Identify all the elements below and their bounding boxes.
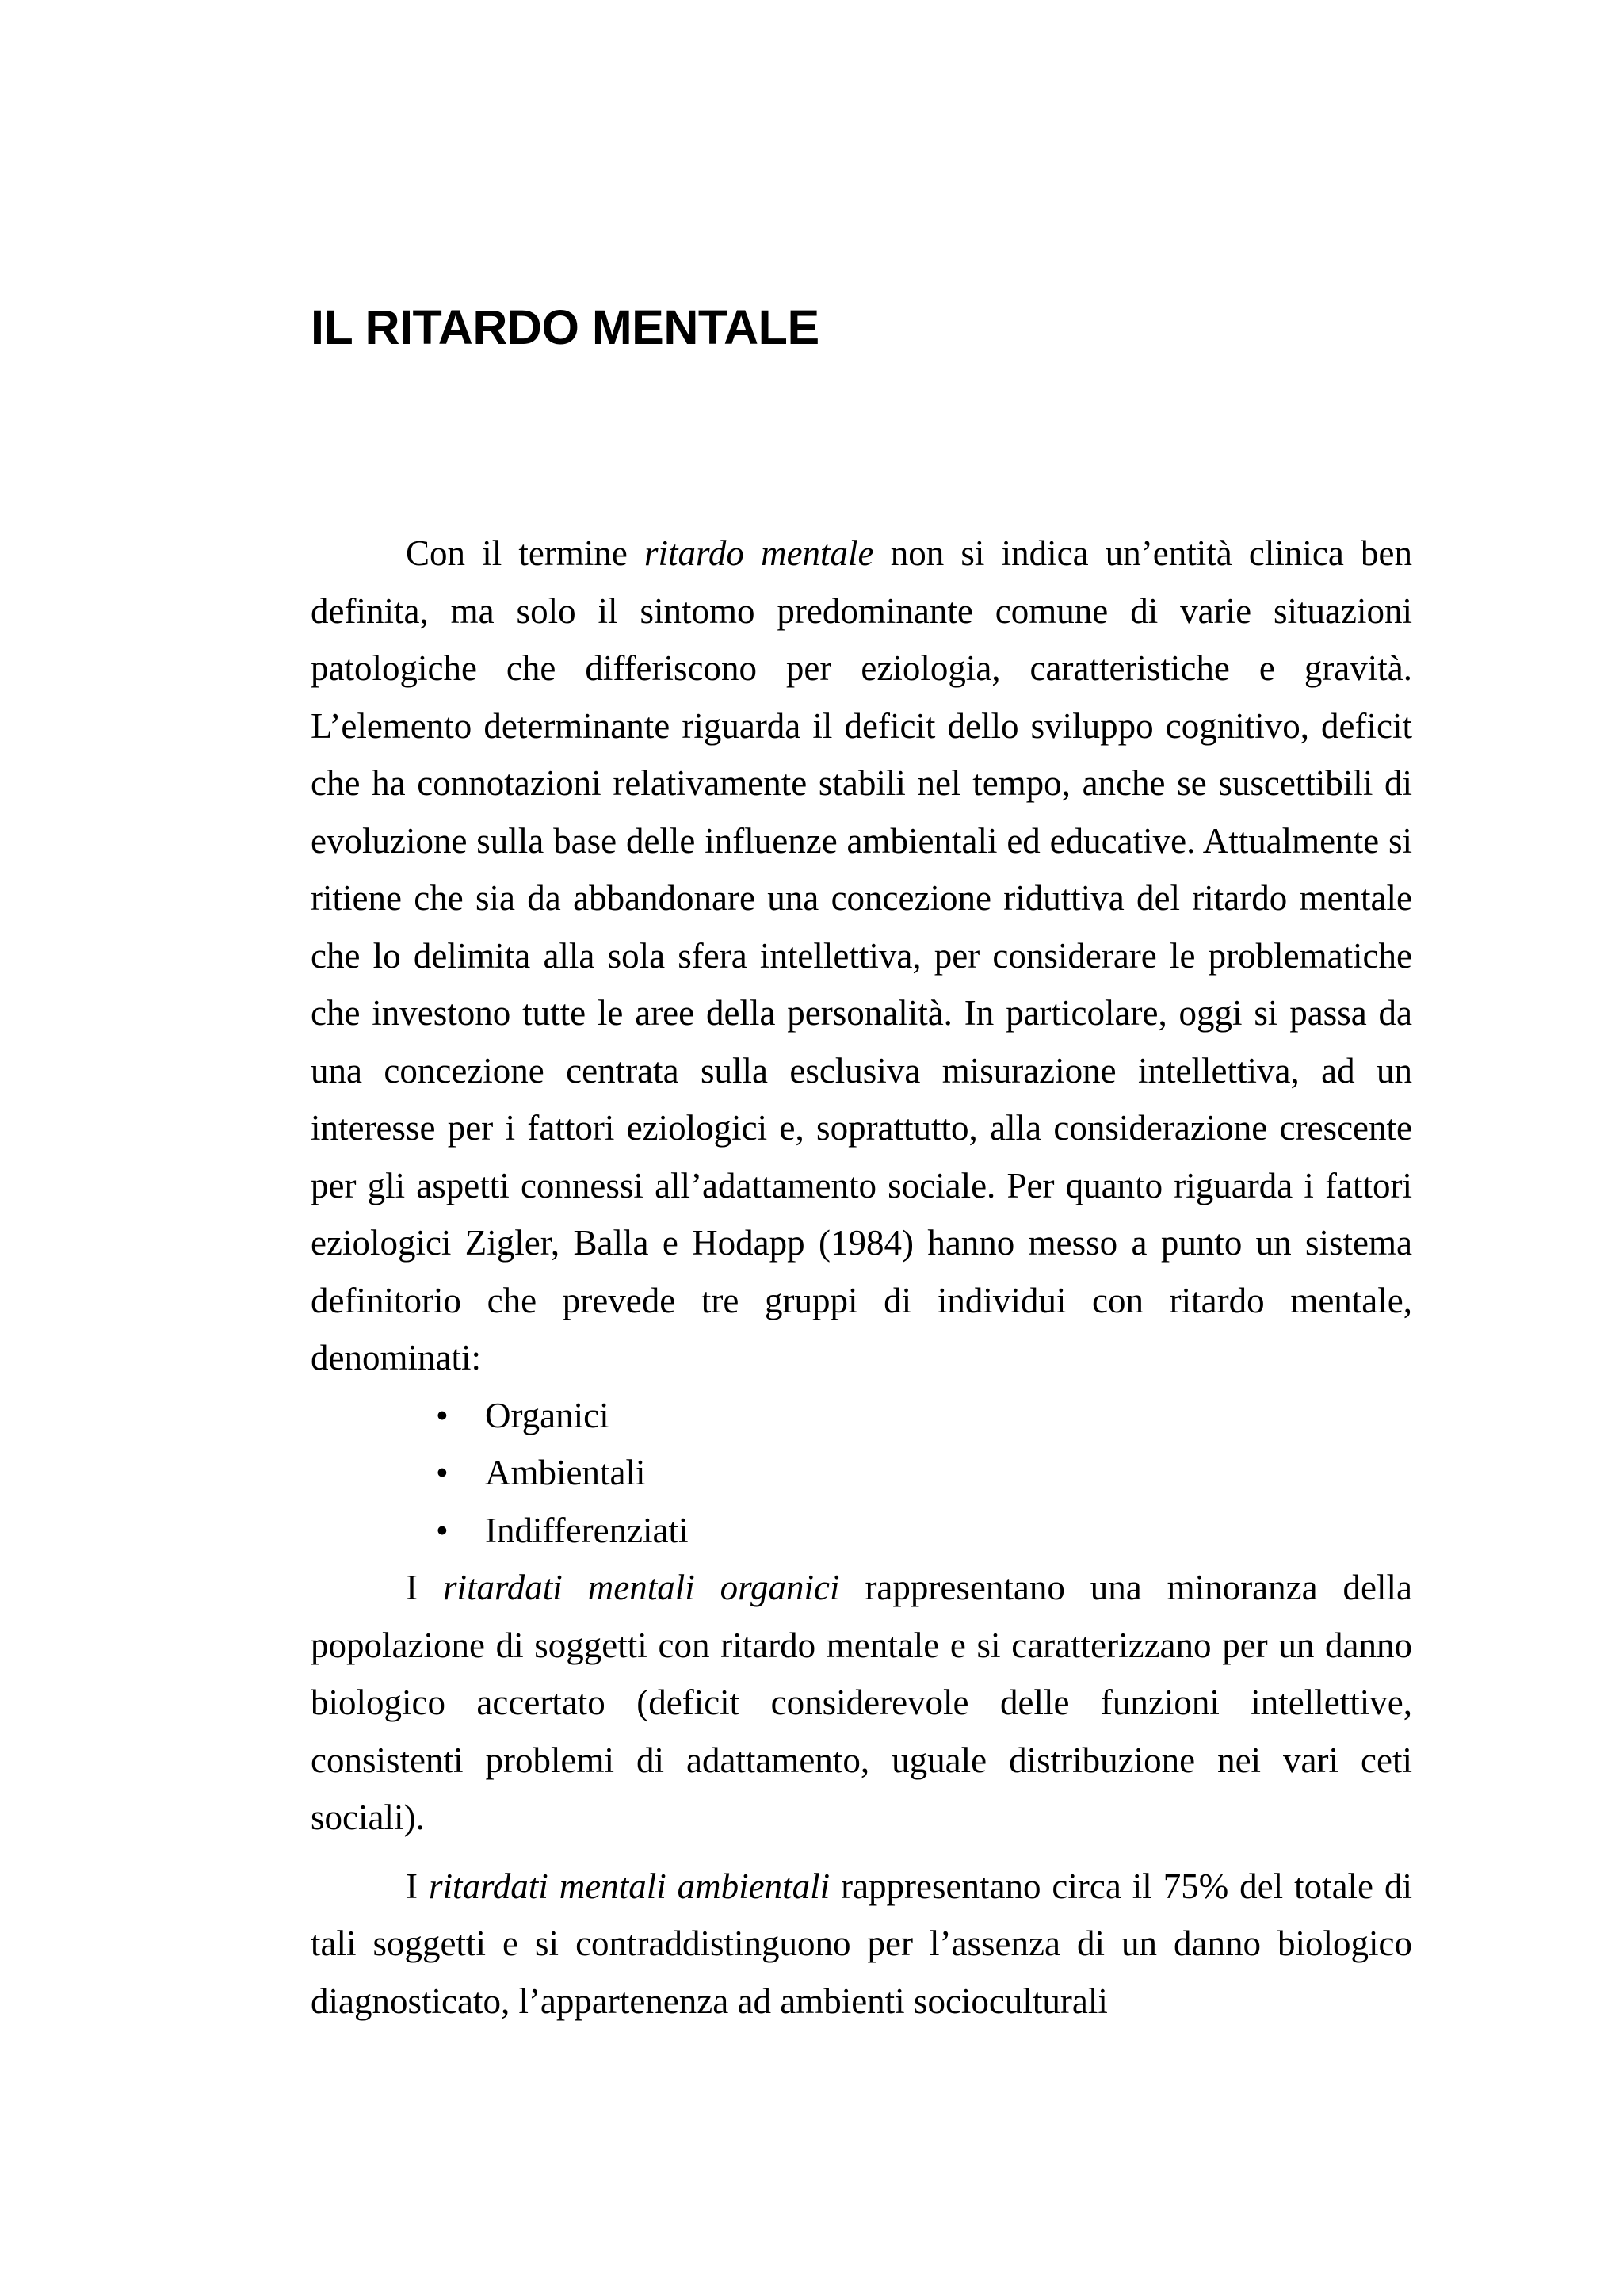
term-ritardati-organici: ritardati mentali organici bbox=[442, 1568, 840, 1607]
paragraph-organici-lead: I bbox=[406, 1568, 443, 1607]
paragraph-intro bbox=[311, 525, 1412, 1387]
paragraph-ambientali-text: rappresentano circa il 75% del totale di tali soggetti e si contraddistinguono per l’assenza di un danno biologico diagnosticato, l’appartenenza ad ambienti socioculturali bbox=[311, 1866, 1412, 2021]
page-title: IL RITARDO MENTALE bbox=[311, 300, 819, 354]
term-ritardo-mentale: ritardo mentale bbox=[644, 533, 874, 573]
list-item-organici: • Organici bbox=[436, 1387, 1412, 1445]
paragraph-organici-text: rappresentano una minoranza della popolazione di soggetti con ritardo mentale e si caratterizzano per un danno biologico accertato (deficit considerevole delle funzioni intellettive, consistenti problemi di adattamento, uguale distribuzione nei vari ceti sociali). bbox=[311, 1568, 1412, 1837]
paragraph-organici bbox=[311, 1559, 1412, 1847]
list-item-indifferenziati: • Indifferenziati bbox=[436, 1502, 1412, 1560]
paragraph-ambientali-lead: I bbox=[406, 1866, 429, 1906]
document-body bbox=[311, 525, 1412, 2030]
list-item-ambientali: • Ambientali bbox=[436, 1444, 1412, 1502]
term-ritardati-ambientali: ritardati mentali ambientali bbox=[428, 1866, 831, 1906]
paragraph-ambientali bbox=[311, 1858, 1412, 2030]
groups-list bbox=[311, 1387, 1412, 1560]
paragraph-intro-lead: Con il termine bbox=[406, 533, 645, 573]
paragraph-intro-text: non si indica un’entità clinica ben definita, ma solo il sintomo predominante comune di varie situazioni patologiche che differiscono per eziologia, caratteristiche e gravità. L’elemento determinante riguarda il deficit dello sviluppo cognitivo, deficit che ha connotazioni relativamente stabili nel tempo, anche se suscettibili di evoluzione sulla base delle influenze ambientali ed educative. Attualmente si ritiene che sia da abbandonare una concezione riduttiva del ritardo mentale che lo delimita alla sola sfera intellettiva, per considerare le problematiche che investono tutte le aree della personalità. In particolare, oggi si passa da una concezione centrata sulla esclusiva misurazione intellettiva, ad un interesse per i fattori eziologici e, soprattutto, alla considerazione crescente per gli aspetti connessi all’adattamento sociale. Per quanto riguarda i fattori eziologici Zigler, Balla e Hodapp (1984) hanno messo a punto un sistema definitorio che prevede tre gruppi di individui con ritardo mentale, denominati: bbox=[311, 533, 1412, 1377]
